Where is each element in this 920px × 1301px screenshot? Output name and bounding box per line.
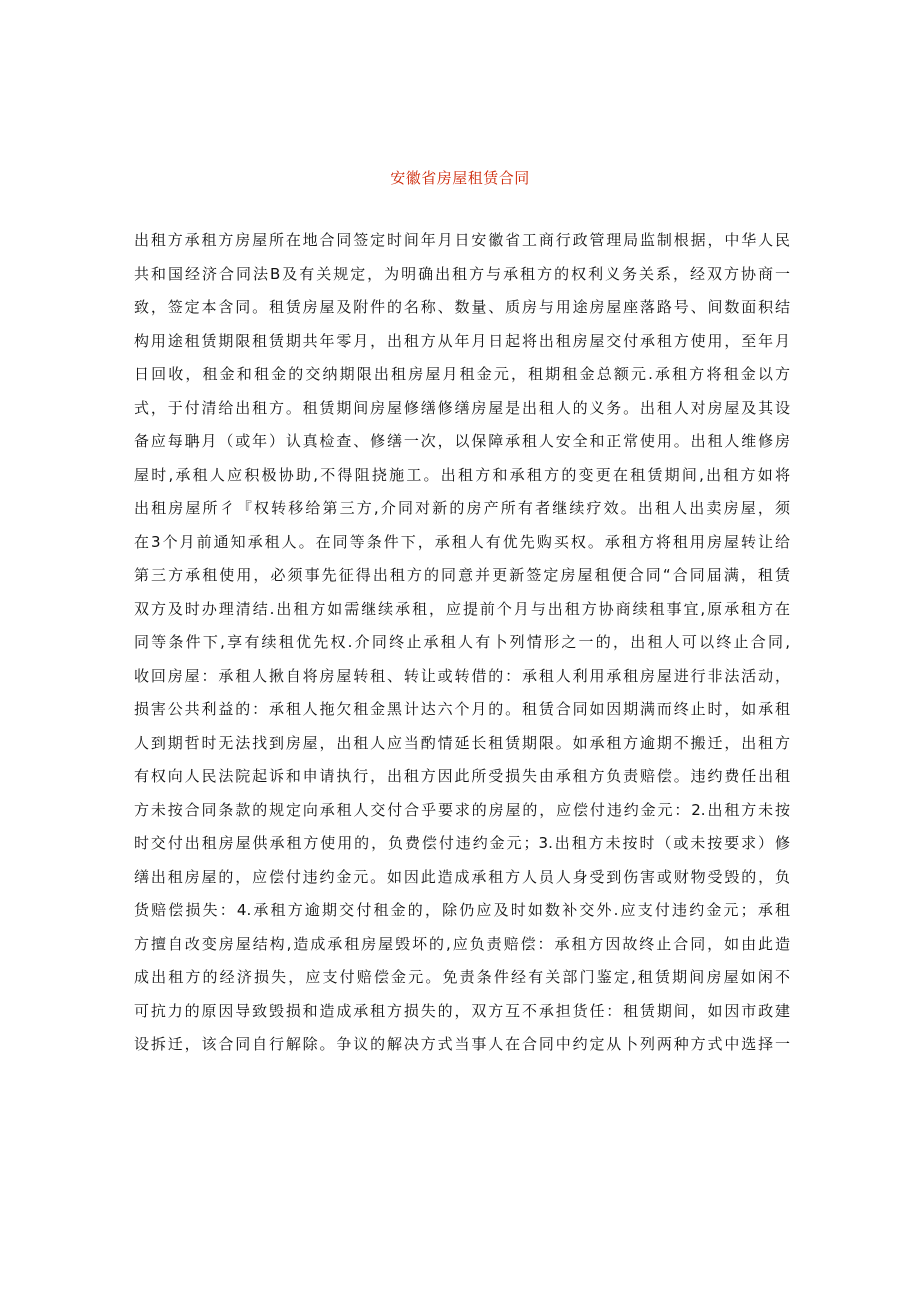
body-line: 式，于付清给出租方。租赁期间房屋修缮修缮房屋是出租人的义务。出租人对房屋及其设 bbox=[134, 398, 790, 417]
body-line: 损害公共利益的：承租人拖欠租金黑计达六个月的。租赁合同如因期满而终止时，如承租 bbox=[134, 700, 790, 718]
body-line: 第三方承租使用，必须事先征得出租方的同意并更新签定房屋租便合同“合同届满，租赁 bbox=[134, 566, 790, 584]
body-line: 时交付出租房屋供承租方使用的，负费偿付违约金元；3.出租方未按时（或未按要求）修 bbox=[134, 834, 790, 852]
body-line: 方未按合同条款的规定向承租人交付合乎要求的房屋的，应偿付违约金元：2.出租方未按 bbox=[134, 800, 790, 819]
body-line: 致，签定本含同。租赁房屋及附件的名称、数量、质房与用途房屋座落路号、间数面积结 bbox=[134, 298, 790, 316]
body-line: 出租方承租方房屋所在地合同签定时间年月日安徽省工商行政管理局监制根据，中华人民 bbox=[134, 231, 790, 249]
body-line: 货赔偿损失：4.承租方逾期交付租金的，除仍应及时如数补交外.应支付违约金元；承租 bbox=[134, 901, 790, 919]
body-line: 可抗力的原因导致毁损和造成承租方损失的，双方互不承担货任：租赁期间，如因市政建 bbox=[134, 1001, 790, 1020]
document-body bbox=[134, 224, 790, 1062]
body-line: 成出租方的经济损失，应支付赔偿金元。免责条件经有关部门鉴定,租赁期间房屋如闲不 bbox=[134, 968, 790, 986]
body-line: 缮出租房屋的，应偿付违约金元。如因此造成承租方人员人身受到伤害或财物受毁的，负 bbox=[134, 867, 790, 886]
body-line: 构用途租赁期限租赁期共年零月，出租方从年月日起将出租房屋交付承租方使用，至年月 bbox=[134, 331, 790, 350]
body-line: 同等条件下,享有续租优先权.介同终止承租人有卜列情形之一的，出租人可以终止合同, bbox=[134, 633, 790, 651]
body-line: 收回房屋：承租人揪自将房屋转租、转让或转借的：承租人利用承租房屋进行非法活动， bbox=[134, 666, 790, 685]
body-line: 双方及时办理清结.出租方如需继续承租，应提前个月与出租方协商续租事宜,原承租方在 bbox=[134, 599, 790, 618]
document-title: 安徽省房屋租赁合同 bbox=[390, 169, 530, 187]
body-line: 设拆迁，该合同自行解除。争议的解决方式当事人在合同中约定从卜列两种方式中选择一 bbox=[134, 1035, 790, 1053]
body-line: 日回收，租金和租金的交纳期限出租房屋月租金元，租期租金总额元.承租方将租金以方 bbox=[134, 365, 790, 383]
body-line: 备应每聃月（或年）认真检查、修缮一次，以保障承租人安全和正常使用。出租人维修房 bbox=[134, 432, 790, 450]
body-line: 人到期哲时无法找到房屋，出租人应当酌情延长租赁期限。如承租方逾期不搬迁，出租方 bbox=[134, 733, 790, 752]
body-line: 出租房屋所彳『权转移给第三方,介同对新的房产所有者继续疗效。出租人出卖房屋，须 bbox=[134, 499, 790, 517]
body-line: 共和国经济合同法B及有关规定，为明确出租方与承租方的权利义务关系，经双方协商一 bbox=[134, 264, 790, 283]
body-line: 方擅自改变房屋结构,造成承租房屋毁坏的,应负责赔偿：承租方因故终止合同，如由此造 bbox=[134, 934, 790, 953]
body-line: 屋时,承租人应积极协助,不得阻挠施工。出租方和承租方的变更在租赁期间,出租方如将 bbox=[134, 465, 790, 484]
body-line: 有权向人民法院起诉和申请执行，出租方因此所受损失由承租方负责赔偿。违约费任出租 bbox=[134, 767, 790, 785]
body-line: 在3个月前通知承租人。在同等条件下，承租人有优先购买权。承租方将租用房屋转让给 bbox=[134, 532, 790, 551]
